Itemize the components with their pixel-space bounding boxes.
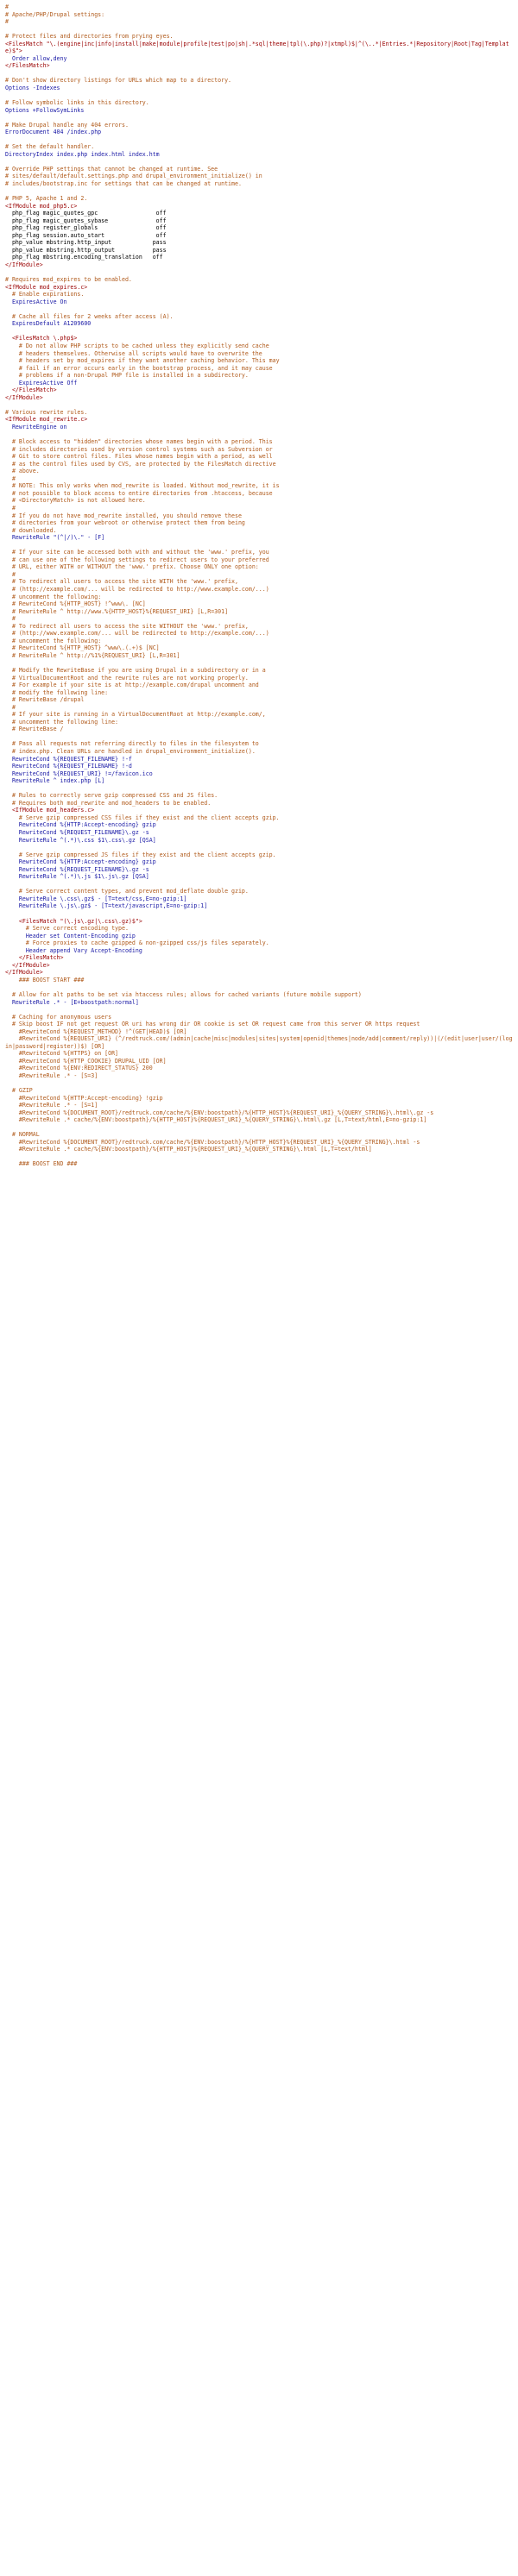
code-line: # (http://www.example.com/... will be redirected to http://example.com/...) [5,630,269,638]
code-line: Order allow,deny [5,54,67,62]
code-line: <IfModule mod_headers.c> [5,807,95,814]
code-line [5,1153,513,1161]
code-line: Header set Content-Encoding gzip [5,932,136,939]
code-line: # directories from your webroot or otherwise protect them from being [5,519,245,527]
code-line: # Requires mod_expires to be enabled. [5,276,132,284]
code-line: # [5,703,16,711]
code-line: </FilesMatch> [5,954,64,962]
code-line: # Apache/PHP/Drupal settings: [5,10,105,18]
code-line: RewriteRule ^(.*)\.css $1\.css\.gz [QSA] [5,836,156,844]
code-line: # headers themselves. Otherwise all scripts would have to overwrite the [5,349,262,357]
code-line: # includes directories used by version control systems such as Subversion or [5,445,273,453]
code-line: #RewriteRule .* cache/%{ENV:boostpath}/%{HTTP_HOST}%{REQUEST_URI}_%{QUERY_STRING}\.html\.gz [L,T=text/html,E=no-gzip:1] [5,1116,427,1124]
code-line: # downloaded. [5,526,57,534]
code-line [5,881,513,889]
code-line: # Block access to "hidden" directories whose names begin with a period. This [5,438,273,446]
code-line: Options +FollowSymLinks [5,106,85,114]
code-line: # RewriteBase /drupal [5,696,85,704]
code-line: # includes/bootstrap.inc for settings that can be changed at runtime. [5,180,242,188]
code-line: php_flag magic_quotes_gpc off [5,210,167,217]
code-line [5,910,513,918]
code-line: RewriteRule .* - [E=boostpath:normal] [5,998,139,1006]
code-line: #RewriteCond %{HTTPS} on [OR] [5,1050,119,1058]
code-line [5,1124,513,1132]
code-line: # If your site can be accessed both with and without the 'www.' prefix, you [5,549,269,556]
code-line: # If your site is running in a VirtualDocumentRoot at http://example.com/, [5,711,266,719]
code-line: php_value mbstring.http_input pass [5,239,167,247]
code-line: # uncomment the following: [5,637,102,644]
code-line: RewriteRule \.css\.gz$ - [T=text/css,E=no-gzip:1] [5,895,187,902]
code-line: # Set the default handler. [5,143,95,151]
code-line: # [5,474,16,482]
code-line: # RewriteRule ^ http://www.%{HTTP_HOST}%{REQUEST_URI} [L,R=301] [5,607,229,615]
code-line: #RewriteCond %{ENV:REDIRECT_STATUS} 200 [5,1065,153,1072]
code-line: # [5,505,16,512]
code-line: # <DirectoryMatch> is not allowed here. [5,497,146,505]
code-line: # index.php. Clean URLs are handled in drupal_environment_initialize(). [5,748,256,755]
code-line: # [5,3,9,10]
code-line: # Serve gzip compressed CSS files if they exist and the client accepts gzip. [5,814,280,821]
code-line [5,26,513,34]
code-line: ### BOOST START ### [5,976,85,983]
code-line [5,158,513,166]
code-line: #RewriteRule .* cache/%{ENV:boostpath}/%{HTTP_HOST}%{REQUEST_URI}_%{QUERY_STRING}\.html [L,T=text/html] [5,1146,372,1153]
code-line: DirectoryIndex index.php index.html index.htm [5,150,160,158]
code-line: # If you do not have mod_rewrite installed, you should remove these [5,512,242,519]
code-line: # uncomment the following: [5,593,102,600]
code-line: # PHP 5, Apache 1 and 2. [5,195,88,203]
code-line: # headers set by mod_expires if they want another caching behavior. This may [5,357,280,365]
code-line: #RewriteCond %{HTTP:Accept-encoding} !gzip [5,1094,163,1102]
code-line [5,114,513,122]
code-line: # problems if a non-Drupal PHP file is installed in a subdirectory. [5,372,249,380]
code-line: # GZIP [5,1087,33,1095]
code-line: <FilesMatch "\.(engine|inc|info|install|make|module|profile|test|po|sh|.*sql|theme|tpl(\.php)?|xtmpl)$|^(\..*|Entries.*|Repository|Root|Tag|Template)$"> [5,40,509,55]
code-line: </IfModule> [5,261,43,269]
code-line: # Follow symbolic links in this directory. [5,99,149,107]
code-line: # Override PHP settings that cannot be changed at runtime. See [5,165,218,173]
code-line: # can use one of the following settings to redirect users to your preferred [5,556,269,563]
code-line [5,328,513,336]
code-line: # modify the following line: [5,688,109,696]
code-line: # Don't show directory listings for URLs which map to a directory. [5,77,232,85]
code-line: #RewriteCond %{REQUEST_URI} (^/redtruck.com/(admin|cache|misc|modules|sites|system|openid|themes|node/add|comment/reply))|(/(edit|user|user/(login|password|register))$) [OR] [5,1035,513,1050]
code-line: php_flag register_globals off [5,224,167,232]
code-line [5,70,513,78]
code-line [5,542,513,550]
code-line: ### BOOST END ### [5,1160,78,1168]
code-line [5,785,513,793]
code-line: # Serve gzip compressed JS files if they exist and the client accepts gzip. [5,851,276,858]
code-line: Header append Vary Accept-Encoding [5,946,142,954]
code-line: </FilesMatch> [5,386,57,394]
code-line: # [5,18,9,26]
code-line: # Allow for alt paths to be set via htaccess rules; allows for cached variants (future mobile support) [5,990,362,998]
code-line: php_flag session.auto_start off [5,231,167,239]
code-line [5,659,513,667]
code-line: # For example if your site is at http://example.com/drupal uncomment and [5,682,259,689]
code-line: </IfModule> [5,393,43,401]
code-line: RewriteCond %{HTTP:Accept-encoding} gzip [5,821,156,829]
code-line [5,1006,513,1014]
code-line: # uncomment the following line: [5,718,119,726]
code-line: ErrorDocument 404 /index.php [5,129,102,136]
code-line: # URL, either WITH or WITHOUT the 'www.' prefix. Choose ONLY one option: [5,563,259,571]
code-line: RewriteCond %{REQUEST_FILENAME} !-f [5,755,132,763]
code-line: </IfModule> [5,969,43,977]
code-line: # [5,615,16,623]
code-line: # Protect files and directories from prying eyes. [5,33,174,41]
code-line: # RewriteBase / [5,726,64,733]
code-line: RewriteEngine on [5,424,67,430]
code-line: </FilesMatch> [5,62,50,70]
code-line: # Cache all files for 2 weeks after access (A). [5,312,174,320]
code-line [5,844,513,851]
code-line [5,269,513,277]
code-line: # fail if an error occurs early in the bootstrap process, and it may cause [5,364,273,372]
code-line: # Requires both mod_rewrite and mod_headers to be enabled. [5,799,212,807]
code-line: #RewriteRule .* - [S=1] [5,1102,98,1109]
code-line [5,92,513,100]
code-line: php_flag mbstring.encoding_translation off [5,254,163,261]
code-line: # not possible to block access to entire directories from .htaccess, because [5,489,273,497]
code-line: # Make Drupal handle any 404 errors. [5,121,129,129]
code-line [5,733,513,741]
code-line: <IfModule mod_expires.c> [5,283,88,291]
code-line: #RewriteCond %{REQUEST_METHOD} !^(GET|HEAD)$ [OR] [5,1027,187,1035]
code-line [5,188,513,196]
code-line: # sites/default/default.settings.php and drupal_environment_initialize() in [5,173,262,180]
code-line: # RewriteCond %{HTTP_HOST} !^www\. [NC] [5,600,146,608]
code-line: # Git to store control files. Files whose names begin with a period, as well [5,453,273,461]
code-line: #RewriteCond %{HTTP_COOKIE} DRUPAL_UID [OR] [5,1057,167,1065]
code-line [5,983,513,991]
code-line [5,1080,513,1088]
code-line: # Skip boost IF not get request OR uri has wrong dir OR cookie is set OR request came from this server OR https request [5,1021,420,1028]
code-line [5,431,513,439]
code-line: # [5,570,16,578]
code-line: Options -Indexes [5,84,60,91]
code-line: RewriteCond %{REQUEST_FILENAME}\.gz -s [5,829,149,836]
code-line [5,136,513,144]
code-line: # RewriteCond %{HTTP_HOST} ^www\.(.+)$ [NC] [5,644,160,652]
code-line: # NORMAL [5,1131,40,1139]
code-line: RewriteCond %{REQUEST_URI} !=/favicon.ico [5,770,153,777]
code-line [5,401,513,409]
code-line: </IfModule> [5,961,50,969]
code-line: ExpiresDefault A1209600 [5,320,92,328]
code-line: #RewriteCond %{DOCUMENT_ROOT}/redtruck.com/cache/%{ENV:boostpath}/%{HTTP_HOST}%{REQUEST_URI}_%{QUERY_STRING}\.html -s [5,1138,420,1146]
code-line: <FilesMatch "(\.js\.gz|\.css\.gz)$"> [5,917,142,925]
code-line: php_flag magic_quotes_sybase off [5,217,167,224]
code-line: # Rules to correctly serve gzip compressed CSS and JS files. [5,792,218,800]
code-line: <IfModule mod_php5.c> [5,202,78,210]
code-line: RewriteRule ^ index.php [L] [5,777,105,785]
code-line: # Serve correct content types, and prevent mod_deflate double gzip. [5,888,249,895]
code-line: RewriteRule ^(.*)\.js $1\.js\.gz [QSA] [5,873,149,881]
code-line: # Force proxies to cache gzipped & non-gzipped css/js files separately. [5,939,269,947]
code-line: # Pass all requests not referring directly to files in the filesystem to [5,740,259,748]
code-line: RewriteRule "(^|/)\." - [F] [5,534,105,542]
code-line: # Enable expirations. [5,291,85,298]
code-line: # RewriteRule ^ http://%1%{REQUEST_URI} [L,R=301] [5,651,180,659]
code-line: # Various rewrite rules. [5,408,88,416]
code-line: # To redirect all users to access the site WITHOUT the 'www.' prefix, [5,622,249,630]
code-line: RewriteCond %{REQUEST_FILENAME} !-d [5,763,132,770]
code-line: #RewriteRule .* - [S=3] [5,1071,98,1079]
code-line: RewriteRule \.js\.gz$ - [T=text/javascript,E=no-gzip:1] [5,902,208,910]
code-line: php_value mbstring.http_output pass [5,246,167,254]
code-line: # To redirect all users to access the site WITH the 'www.' prefix, [5,578,238,586]
code-line: ExpiresActive Off [5,379,78,386]
code-line: RewriteCond %{HTTP:Accept-encoding} gzip [5,858,156,866]
code-line: # as the control files used by CVS, are protected by the FilesMatch directive [5,460,276,468]
code-line: # Do not allow PHP scripts to be cached unless they explicitly send cache [5,342,269,349]
code-line: # Caching for anonymous users [5,1013,112,1021]
code-line: # Modify the RewriteBase if you are using Drupal in a subdirectory or in a [5,667,266,674]
code-line: # Serve correct encoding type. [5,925,129,933]
code-line: # NOTE: This only works when mod_rewrite is loaded. Without mod_rewrite, it is [5,482,280,490]
code-line: # VirtualDocumentRoot and the rewrite rules are not working properly. [5,674,249,682]
code-line: <IfModule mod_rewrite.c> [5,416,88,424]
code-line: <FilesMatch \.php$> [5,335,78,342]
code-line: RewriteCond %{REQUEST_FILENAME}\.gz -s [5,865,149,873]
code-line: # above. [5,468,40,475]
code-line: ExpiresActive On [5,298,67,305]
code-line: # (http://example.com/... will be redirected to http://www.example.com/...) [5,586,269,593]
code-line [5,305,513,313]
code-line: #RewriteCond %{DOCUMENT_ROOT}/redtruck.com/cache/%{ENV:boostpath}/%{HTTP_HOST}%{REQUEST_URI}_%{QUERY_STRING}\.html\.gz -s [5,1109,434,1116]
